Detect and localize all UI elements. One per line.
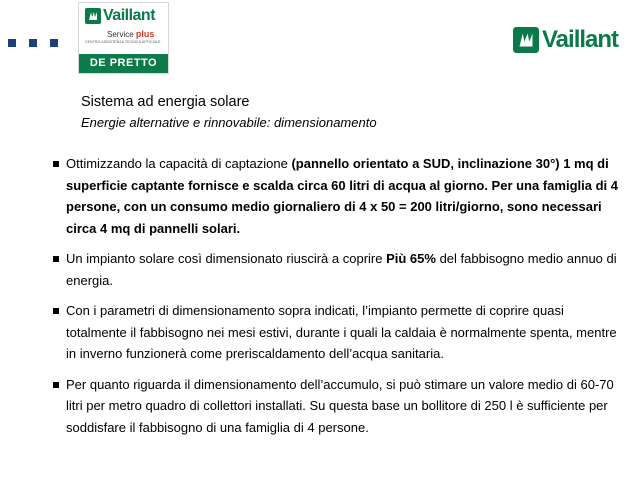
bullet-bold-text: (pannello orientato a SUD, inclinazione 30°) 1 mq di superficie captante fornisce e scalda circa 60 litri di acqua al giorno. Per una famiglia di 4 persone, con un consumo medio giornaliero di 4 x 50 = 200 litri/giorno, sono necessari circa 4 mq di pannelli solari. — [66, 156, 618, 236]
bullet-text: Un impianto solare così dimensionato riuscirà a coprire — [66, 251, 387, 266]
bullet-list — [46, 153, 621, 447]
dealer-brand-wordmark: Vaillant — [103, 7, 156, 24]
service-text: Service — [107, 30, 134, 39]
page-subtitle: Energie alternative e rinnovabile: dimensionamento — [81, 115, 377, 130]
bullet-square-icon — [53, 256, 59, 262]
bullet-text: Ottimizzando la capacità di captazione — [66, 156, 292, 171]
dealer-logo — [85, 7, 155, 25]
center-tagline: CENTRO ASSISTENZA TECNICA UFFICIALE — [85, 40, 161, 44]
brand-logo — [513, 26, 618, 54]
dot — [50, 39, 58, 47]
hare-icon — [513, 27, 539, 53]
hare-icon — [85, 8, 101, 24]
bullet-item — [46, 248, 621, 291]
bullet-square-icon — [53, 161, 59, 167]
plus-text: plus — [135, 29, 155, 39]
dot — [29, 39, 37, 47]
bullet-square-icon — [53, 382, 59, 388]
bullet-item — [46, 374, 621, 439]
bullet-item — [46, 300, 621, 365]
brand-wordmark: Vaillant — [542, 26, 619, 53]
service-plus-label — [107, 29, 154, 39]
bullet-text: Con i parametri di dimensionamento sopra indicati, l’impianto permette di coprire quasi totalmente il fabbisogno nei mesi estivi, durante i quali la caldaia è normalmente spenta, mentre in inverno funzionerà come preriscaldamento dell’acqua sanitaria. — [66, 303, 617, 361]
bullet-text: Per quanto riguarda il dimensionamento dell’accumulo, si può stimare un valore medio di 60-70 litri per metro quadro di collettori installati. Su questa base un bollitore di 250 l è sufficiente per soddisfare il fabbisogno di una famiglia di 4 persone. — [66, 376, 614, 435]
page-title: Sistema ad energia solare — [81, 94, 250, 110]
bullet-bold-text: Più 65% — [386, 251, 436, 266]
bullet-text: del fabbisogno medio annuo di energia. — [66, 251, 617, 288]
dot — [8, 39, 16, 47]
bullet-item — [46, 153, 621, 239]
dealer-name: DE PRETTO — [79, 54, 168, 73]
bullet-square-icon — [53, 308, 59, 314]
dealer-logo-box — [78, 2, 169, 74]
decorative-dots — [8, 39, 58, 47]
